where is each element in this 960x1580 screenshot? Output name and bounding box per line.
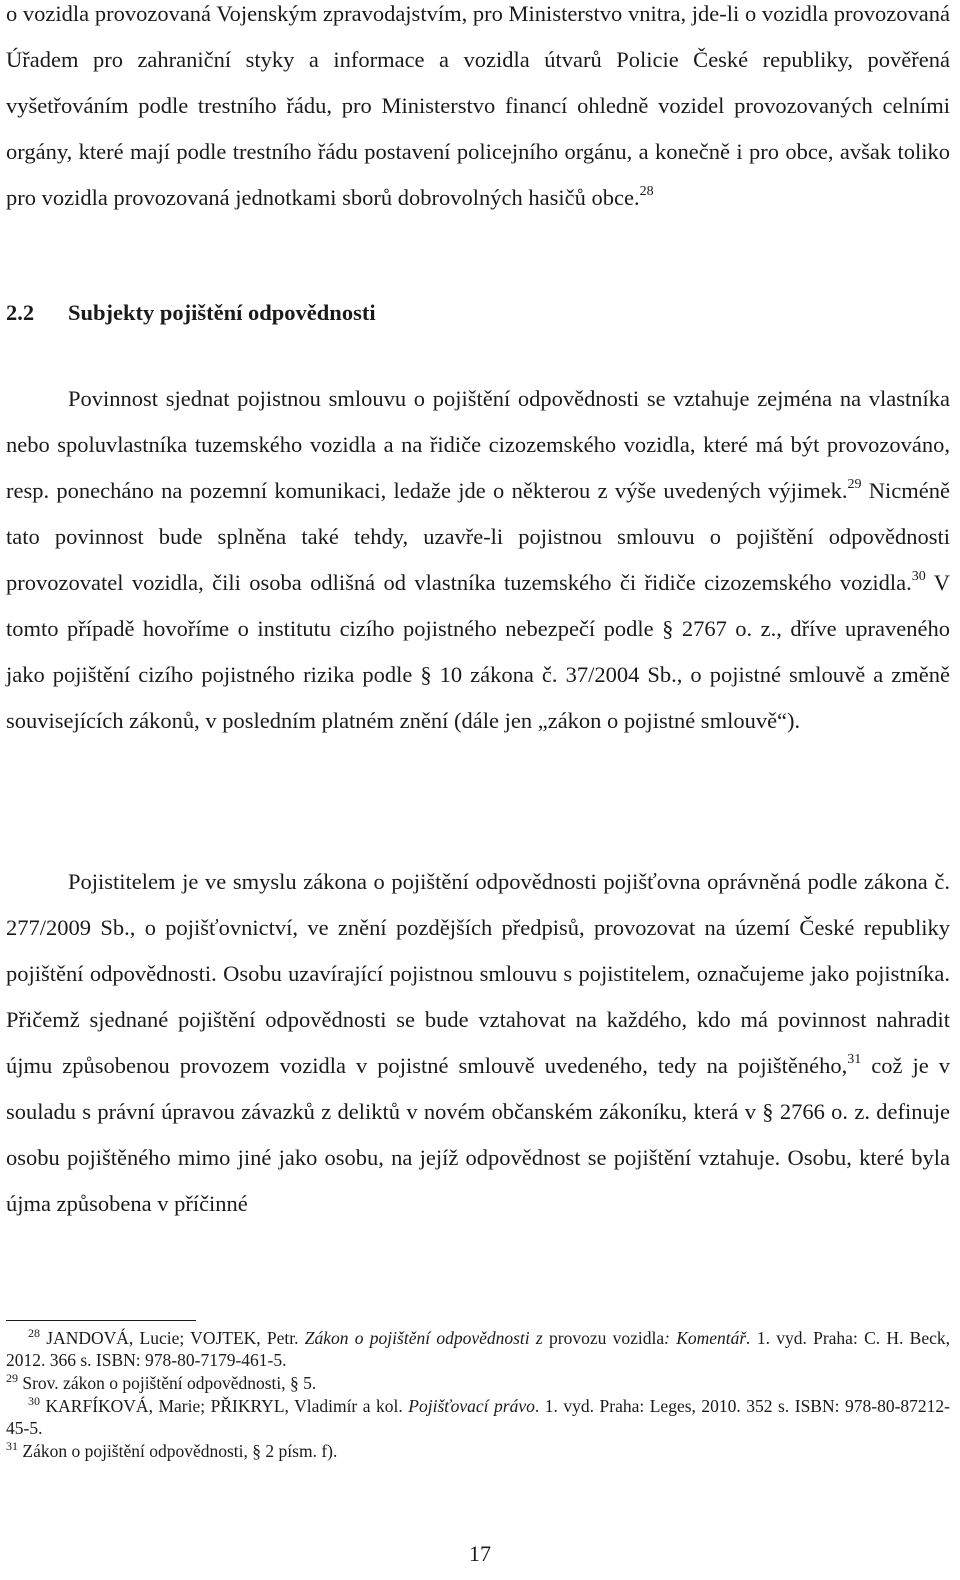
footnote-29 bbox=[6, 1372, 950, 1394]
footnote-30-rest: . 1. vyd. Praha: Leges, 2010. 352 s. ISBN: 978-80-87212-45-5. bbox=[6, 1396, 950, 1438]
paragraph-1-part-b: Nicméně tato povinnost bude splněna také tehdy, uzavře-li pojistnou smlouvu o pojištění odpovědnosti provozovatel vozidla, čili osoba odlišná od vlastníka tuzemského či řidiče cizozemského vozidla. bbox=[6, 478, 950, 595]
footnote-31 bbox=[6, 1440, 950, 1462]
footnote-30-authors: KARFÍKOVÁ, Marie; PŘIKRYL, Vladimír a kol. bbox=[40, 1396, 409, 1416]
footnote-29-text: Srov. zákon o pojištění odpovědnosti, § 5. bbox=[18, 1373, 317, 1393]
footnote-separator bbox=[6, 1320, 196, 1321]
paragraph-1-part-a: Povinnost sjednat pojistnou smlouvu o pojištění odpovědnosti se vztahuje zejména na vlastníka nebo spoluvlastníka tuzemského vozidla a na řidiče cizozemského vozidla, které má být provozováno, resp. ponecháno na pozemní komunikaci, ledaže jde o některou z výše uvedených výjimek. bbox=[6, 386, 950, 503]
paragraph-1-part-c: V tomto případě hovoříme o institutu cizího pojistného nebezpečí podle § 2767 o. z., dříve upraveného jako pojištění cizího pojistného rizika podle § 10 zákona č. 37/2004 Sb., o pojistné smlouvě a změně souvisejících zákonů, v posledním platném znění (dále jen „zákon o pojistné smlouvě“). bbox=[6, 570, 950, 733]
footnote-31-number: 31 bbox=[6, 1439, 18, 1453]
page-number: 17 bbox=[469, 1541, 491, 1566]
footnote-30 bbox=[6, 1395, 950, 1439]
footnote-ref-29[interactable]: 29 bbox=[847, 477, 862, 492]
footnote-28-number: 28 bbox=[28, 1326, 40, 1340]
footnote-28-title-a: Zákon o pojištění odpovědnosti z bbox=[304, 1328, 543, 1348]
paragraph-2-part-b: což je v souladu s právní úpravou závazků z deliktů v novém občanském zákoníku, která v § 2766 o. z. definuje osobu pojištěného mimo jiné jako osobu, na jejíž odpovědnost se pojištění vztahuje. Osobu, které byla újma způsobena v příčinné bbox=[6, 1053, 950, 1216]
section-heading bbox=[6, 290, 376, 336]
paragraph-2-part-a: Pojistitelem je ve smyslu zákona o pojištění odpovědnosti pojišťovna oprávněná podle zákona č. 277/2009 Sb., o pojišťovnictví, ve znění pozdějších předpisů, provozovat na území České republiky pojištění odpovědnosti. Osobu uzavírající pojistnou smlouvu s pojistitelem, označujeme jako pojistníka. Přičemž sjednané pojištění odpovědnosti se bude vztahovat na každého, kdo má povinnost nahradit újmu způsobenou provozem vozidla v pojistné smlouvě uvedeného, tedy na pojištěného, bbox=[6, 869, 950, 1078]
footnote-28-authors: JANDOVÁ, Lucie; VOJTEK, Petr. bbox=[40, 1328, 305, 1348]
footnote-31-text: Zákon o pojištění odpovědnosti, § 2 písm. f). bbox=[18, 1441, 338, 1461]
paragraph-insurer bbox=[6, 859, 950, 1227]
footnote-28 bbox=[6, 1327, 950, 1371]
footnote-30-title: Pojišťovací právo bbox=[408, 1396, 535, 1416]
section-number: 2.2 bbox=[6, 300, 35, 325]
footnote-29-number: 29 bbox=[6, 1371, 18, 1385]
footnote-28-title-b: provozu vozidla bbox=[542, 1328, 665, 1348]
paragraph-intro-text: o vozidla provozovaná Vojenským zpravodajstvím, pro Ministerstvo vnitra, jde-li o vozidla provozovaná Úřadem pro zahraniční styky a informace a vozidla útvarů Policie České republiky, pověřená vyšetřováním podle trestního řádu, pro Ministerstvo financí ohledně vozidel provozovaných celními orgány, které mají podle trestního řádu postavení policejního orgánu, a konečně i pro obce, avšak toliko pro vozidla provozovaná jednotkami sborů dobrovolných hasičů obce. bbox=[6, 1, 950, 210]
footnotes bbox=[6, 1327, 950, 1463]
footnote-28-title-c: : Komentář. bbox=[664, 1328, 751, 1348]
footnote-30-number: 30 bbox=[28, 1394, 40, 1408]
paragraph-liability-obligation bbox=[6, 376, 950, 744]
section-title: Subjekty pojištění odpovědnosti bbox=[68, 300, 376, 325]
footnote-ref-31[interactable]: 31 bbox=[847, 1052, 862, 1067]
footnote-ref-30[interactable]: 30 bbox=[911, 569, 926, 584]
footnote-28-rest: 1. vyd. Praha: C. H. Beck, 2012. 366 s. ISBN: 978-80-7179-461-5. bbox=[6, 1328, 950, 1370]
footnote-ref-28[interactable]: 28 bbox=[639, 184, 654, 199]
paragraph-intro bbox=[6, 0, 950, 221]
